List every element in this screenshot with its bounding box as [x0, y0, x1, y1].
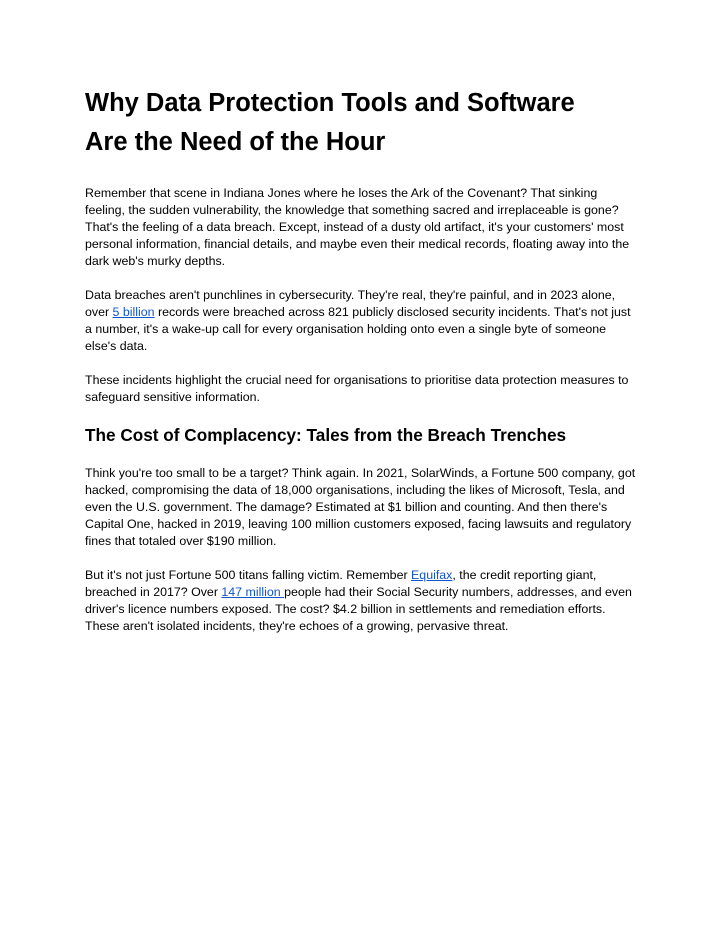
protection-need-paragraph: These incidents highlight the crucial need for organisations to prioritise data protection measures to safeguard sensitive information. — [85, 373, 629, 404]
article-title: Why Data Protection Tools and Software Are the Need of the Hour — [85, 89, 575, 156]
equifax-text-1: But it's not just Fortune 500 titans falling victim. Remember — [85, 568, 412, 582]
breach-stats-text-2: records were breached across 821 publicly disclosed security incidents. That's not just a number, it's a wake-up call for every organisation holding onto even a single byte of someone else's data. — [85, 305, 631, 353]
intro-paragraph: Remember that scene in Indiana Jones where he loses the Ark of the Covenant? That sinking feeling, the sudden vulnerability, the knowledge that something sacred and irreplaceable is gone? That's the feeling of a data breach. Except, instead of a dusty old artifact, it's your customers' most personal information, financial details, and maybe even their medical records, floating away into the dark web's murky depths. — [85, 186, 630, 268]
section-heading: The Cost of Complacency: Tales from the Breach Trenches — [85, 425, 567, 445]
five-billion-link[interactable]: 5 billion — [112, 305, 155, 319]
breach-stats-paragraph — [85, 287, 640, 355]
solarwinds-paragraph: Think you're too small to be a target? Think again. In 2021, SolarWinds, a Fortune 500 company, got hacked, compromising the data of 18,000 organisations, including the likes of Microsoft, Tesla, and even the U.S. government. The damage? Estimated at $1 billion and counting. And then there's Capital One, hacked in 2019, leaving 100 million customers exposed, facing lawsuits and regulatory fines that totaled over $190 million. — [85, 466, 636, 548]
breach-stats-text-1: Data breaches aren't punchlines in cybersecurity. They're real, they're painful, and in 2023 alone, over — [85, 288, 616, 319]
equifax-text-2: , the credit reporting giant, breached in 2017? Over — [85, 568, 597, 599]
147-million-link[interactable]: 147 million — [221, 585, 285, 599]
article-body — [85, 84, 640, 635]
equifax-text-3: people had their Social Security numbers, addresses, and even driver's licence numbers exposed. The cost? $4.2 billion in settlements and remediation efforts. These aren't isolated incidents, they're echoes of a growing, pervasive threat. — [85, 585, 632, 633]
equifax-paragraph — [85, 567, 640, 635]
equifax-link[interactable]: Equifax — [411, 568, 453, 582]
